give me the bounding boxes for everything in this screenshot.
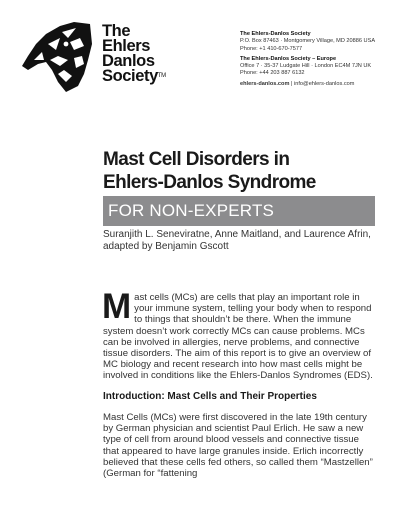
logo-line-1: The: [102, 22, 131, 40]
drop-cap: M: [102, 287, 132, 326]
website-link[interactable]: ehlers-danlos.com: [240, 80, 290, 87]
org1-name: The Ehlers-Danlos Society: [240, 31, 311, 37]
society-logo: [20, 20, 166, 95]
org2-address: Office 7 · 35-37 Ludgate Hill · London EC4M 7JN UK: [240, 63, 372, 70]
trademark: TM: [157, 73, 166, 79]
web-email-line: [240, 81, 400, 88]
org1-address: P.O. Box 87463 · Montgomery Village, MD 20886 USA: [240, 38, 376, 45]
section-paragraph: Mast Cells (MCs) were first discovered in the late 19th century by German physician and scientist Paul Erlich. He saw a new type of cell from around blood vessels and connective tissue that appeared to have large granules inside. Erlich incorrectly believed that these cells fed others, so called them “Mastzellen” (German for “fattening: [103, 412, 373, 480]
authors-line: Suranjith L. Seneviratne, Anne Maitland, and Laurence Afrin, adapted by Benjamin Gscott: [103, 229, 371, 252]
zebra-head-icon: [20, 20, 100, 95]
org2-name: The Ehlers-Danlos Society – Europe: [240, 55, 337, 62]
audience-band: [103, 196, 375, 226]
title-line-1: Mast Cell Disorders in: [103, 149, 290, 170]
section-heading: Introduction: Mast Cells and Their Properties: [103, 391, 317, 402]
logo-line-4: Society™: [102, 67, 166, 85]
email-link[interactable]: | info@ehlers-danlos.com: [289, 80, 355, 87]
title-line-2: Ehlers-Danlos Syndrome: [103, 172, 316, 193]
logo-line-2: Ehlers: [102, 37, 151, 55]
logo-wordmark: [102, 24, 166, 84]
contact-block: [240, 31, 400, 88]
intro-text: ast cells (MCs) are cells that play an important role in your immune system, telling your body when to respond to things that shouldn’t be there. When the immune system doesn’t work correctly MCs can cause problems. MCs can be involved in allergies, nerve problems, and connective tissue disorders. The aim of this report is to give an overview of MC biology and recent research into how mast cells might be involved in conditions like the Ehlers-Danlos Syndromes (EDS).: [103, 292, 373, 382]
org1-phone: Phone: +1 410-670-7577: [240, 45, 303, 52]
document-title: [103, 148, 316, 194]
logo-line-3: Danlos: [102, 52, 155, 70]
org2-phone: Phone: +44 203 887 6132: [240, 70, 305, 77]
audience-label: FOR NON-EXPERTS: [108, 201, 275, 220]
intro-paragraph: [102, 287, 375, 382]
